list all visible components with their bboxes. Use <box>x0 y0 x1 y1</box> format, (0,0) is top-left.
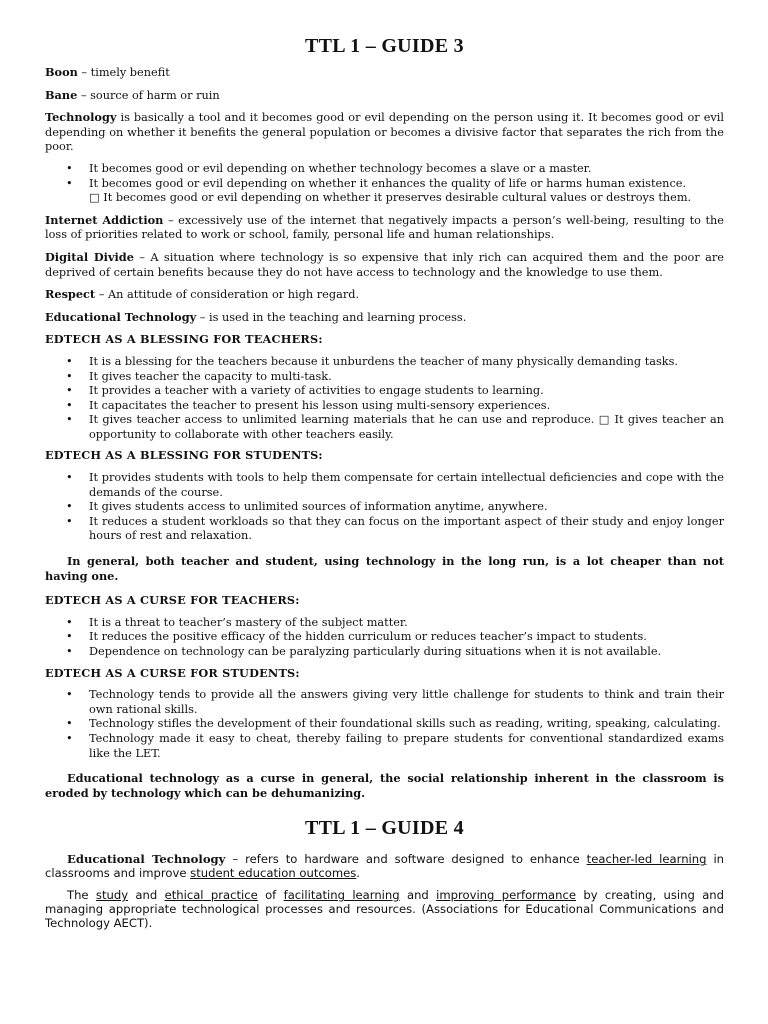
boon-text: – timely benefit <box>77 66 170 79</box>
guide4-edtech-term: Educational Technology <box>67 852 226 867</box>
educational-technology-text: – is used in the teaching and learning process. <box>196 310 467 324</box>
educational-technology-definition <box>45 310 724 326</box>
respect-term: Respect <box>45 287 96 302</box>
curse-summary: Educational technology as a curse in general, the social relationship inherent in the classroom is eroded by technology which can be dehumanizing. <box>45 771 724 800</box>
guide4-aect-definition <box>45 888 724 930</box>
blessing-teachers-heading: EDTECH AS A BLESSING FOR TEACHERS: <box>45 332 323 347</box>
curse-students-list <box>45 688 724 761</box>
blessing-teachers-list <box>45 355 724 443</box>
boon-definition <box>45 65 724 81</box>
respect-text: – An attitude of consideration or high regard. <box>95 288 360 302</box>
blessing-students-heading: EDTECH AS A BLESSING FOR STUDENTS: <box>45 448 323 463</box>
bane-text: – source of harm or ruin <box>77 88 220 102</box>
list-item: • Technology made it easy to cheat, thereby failing to prepare students for conventional standardized exams like the LET. <box>89 732 724 761</box>
respect-definition <box>45 287 724 303</box>
list-item: • It provides a teacher with a variety of activities to engage students to learning. <box>89 384 724 399</box>
curse-students-heading: EDTECH AS A CURSE FOR STUDENTS: <box>45 665 300 680</box>
text-span: and <box>399 888 437 903</box>
blessing-students-list <box>45 471 724 544</box>
list-item: • Technology stifles the development of their foundational skills such as reading, writing, speaking, calculating. <box>89 717 724 732</box>
ethical-practice-link: ethical practice <box>164 888 258 903</box>
list-item: • It becomes good or evil depending on whether it enhances the quality of life or harms human existence. <box>89 177 724 192</box>
curse-teachers-heading: EDTECH AS A CURSE FOR TEACHERS: <box>45 593 300 608</box>
technology-term: Technology <box>45 110 117 125</box>
list-item: • It capacitates the teacher to present his lesson using multi-sensory experiences. <box>89 399 724 414</box>
boon-term: Boon <box>45 65 78 79</box>
study-link: study <box>95 888 129 903</box>
student-education-outcomes-link: student education outcomes <box>190 866 357 881</box>
text-span: . <box>356 866 360 881</box>
improving-performance-link: improving performance <box>436 888 576 903</box>
facilitating-learning-link: facilitating learning <box>283 888 400 903</box>
internet-addiction-term: Internet Addiction <box>45 212 164 227</box>
curse-teachers-list <box>45 616 724 660</box>
list-item: • It becomes good or evil depending on whether technology becomes a slave or a master. <box>89 162 724 177</box>
guide3-title: TTL 1 – GUIDE 3 <box>305 35 464 57</box>
text-span: of <box>257 888 284 903</box>
list-item: • Technology tends to provide all the answers giving very little challenge for students to think and train their own rational skills. <box>89 688 724 717</box>
list-item: • It is a threat to teacher’s mastery of the subject matter. <box>89 616 724 631</box>
text-span: – refers to hardware and software designed to enhance <box>225 852 587 867</box>
blessing-summary: In general, both teacher and student, using technology in the long run, is a lot cheaper than not having one. <box>45 554 724 583</box>
list-item: • Dependence on technology can be paralyzing particularly during situations when it is not available. <box>89 645 724 660</box>
technology-bullet-continuation: □ It becomes good or evil depending on whether it preserves desirable cultural values or destroys them. <box>89 191 692 205</box>
list-item: • It provides students with tools to help them compensate for certain intellectual deficiencies and cope with the demands of the course. <box>89 471 724 500</box>
digital-divide-text: – A situation where technology is so expensive that inly rich can acquired them and the poor are deprived of certain benefits because they do not have access to technology and the knowledge to use them. <box>45 250 724 279</box>
technology-bullet-list <box>45 162 724 191</box>
educational-technology-term: Educational Technology <box>45 309 197 324</box>
guide4-edtech-definition <box>45 852 724 880</box>
internet-addiction-definition <box>45 213 724 243</box>
text-span: in classrooms and improve <box>45 852 725 881</box>
list-item: • It is a blessing for the teachers because it unburdens the teacher of many physically demanding tasks. <box>89 355 724 370</box>
text-span: and <box>128 888 165 903</box>
technology-text: is basically a tool and it becomes good or evil depending on the person using it. It becomes good or evil depending on whether it benefits the general population or becomes a divisive factor that separates the rich from the poor. <box>45 111 724 154</box>
list-item: • It gives students access to unlimited sources of information anytime, anywhere. <box>89 500 724 515</box>
digital-divide-definition <box>45 250 724 280</box>
bane-definition <box>45 88 724 104</box>
text-span: The <box>67 888 96 903</box>
bane-term: Bane <box>45 87 78 102</box>
guide4-title: TTL 1 – GUIDE 4 <box>305 817 464 840</box>
list-item: • It gives teacher access to unlimited learning materials that he can use and reproduce. □ It gives teacher an opportunity to collaborate with other teachers easily. <box>89 413 724 442</box>
internet-addiction-text: – excessively use of the internet that negatively impacts a person’s well-being, resulting to the loss of priorities related to work or school, family, personal life and human relationships. <box>45 213 724 242</box>
list-item: • It reduces a student workloads so that they can focus on the important aspect of their study and enjoy longer hours of rest and relaxation. <box>89 515 724 544</box>
digital-divide-term: Digital Divide <box>45 249 134 264</box>
technology-definition <box>45 110 724 155</box>
teacher-led-learning-link: teacher-led learning <box>586 852 707 867</box>
list-item: • It reduces the positive efficacy of the hidden curriculum or reduces teacher’s impact to students. <box>89 630 724 645</box>
list-item: • It gives teacher the capacity to multi-task. <box>89 370 724 385</box>
text-span: by creating, using and managing appropriate technological processes and resources. (Associations for Educational Communications and Technology AECT). <box>45 888 725 931</box>
